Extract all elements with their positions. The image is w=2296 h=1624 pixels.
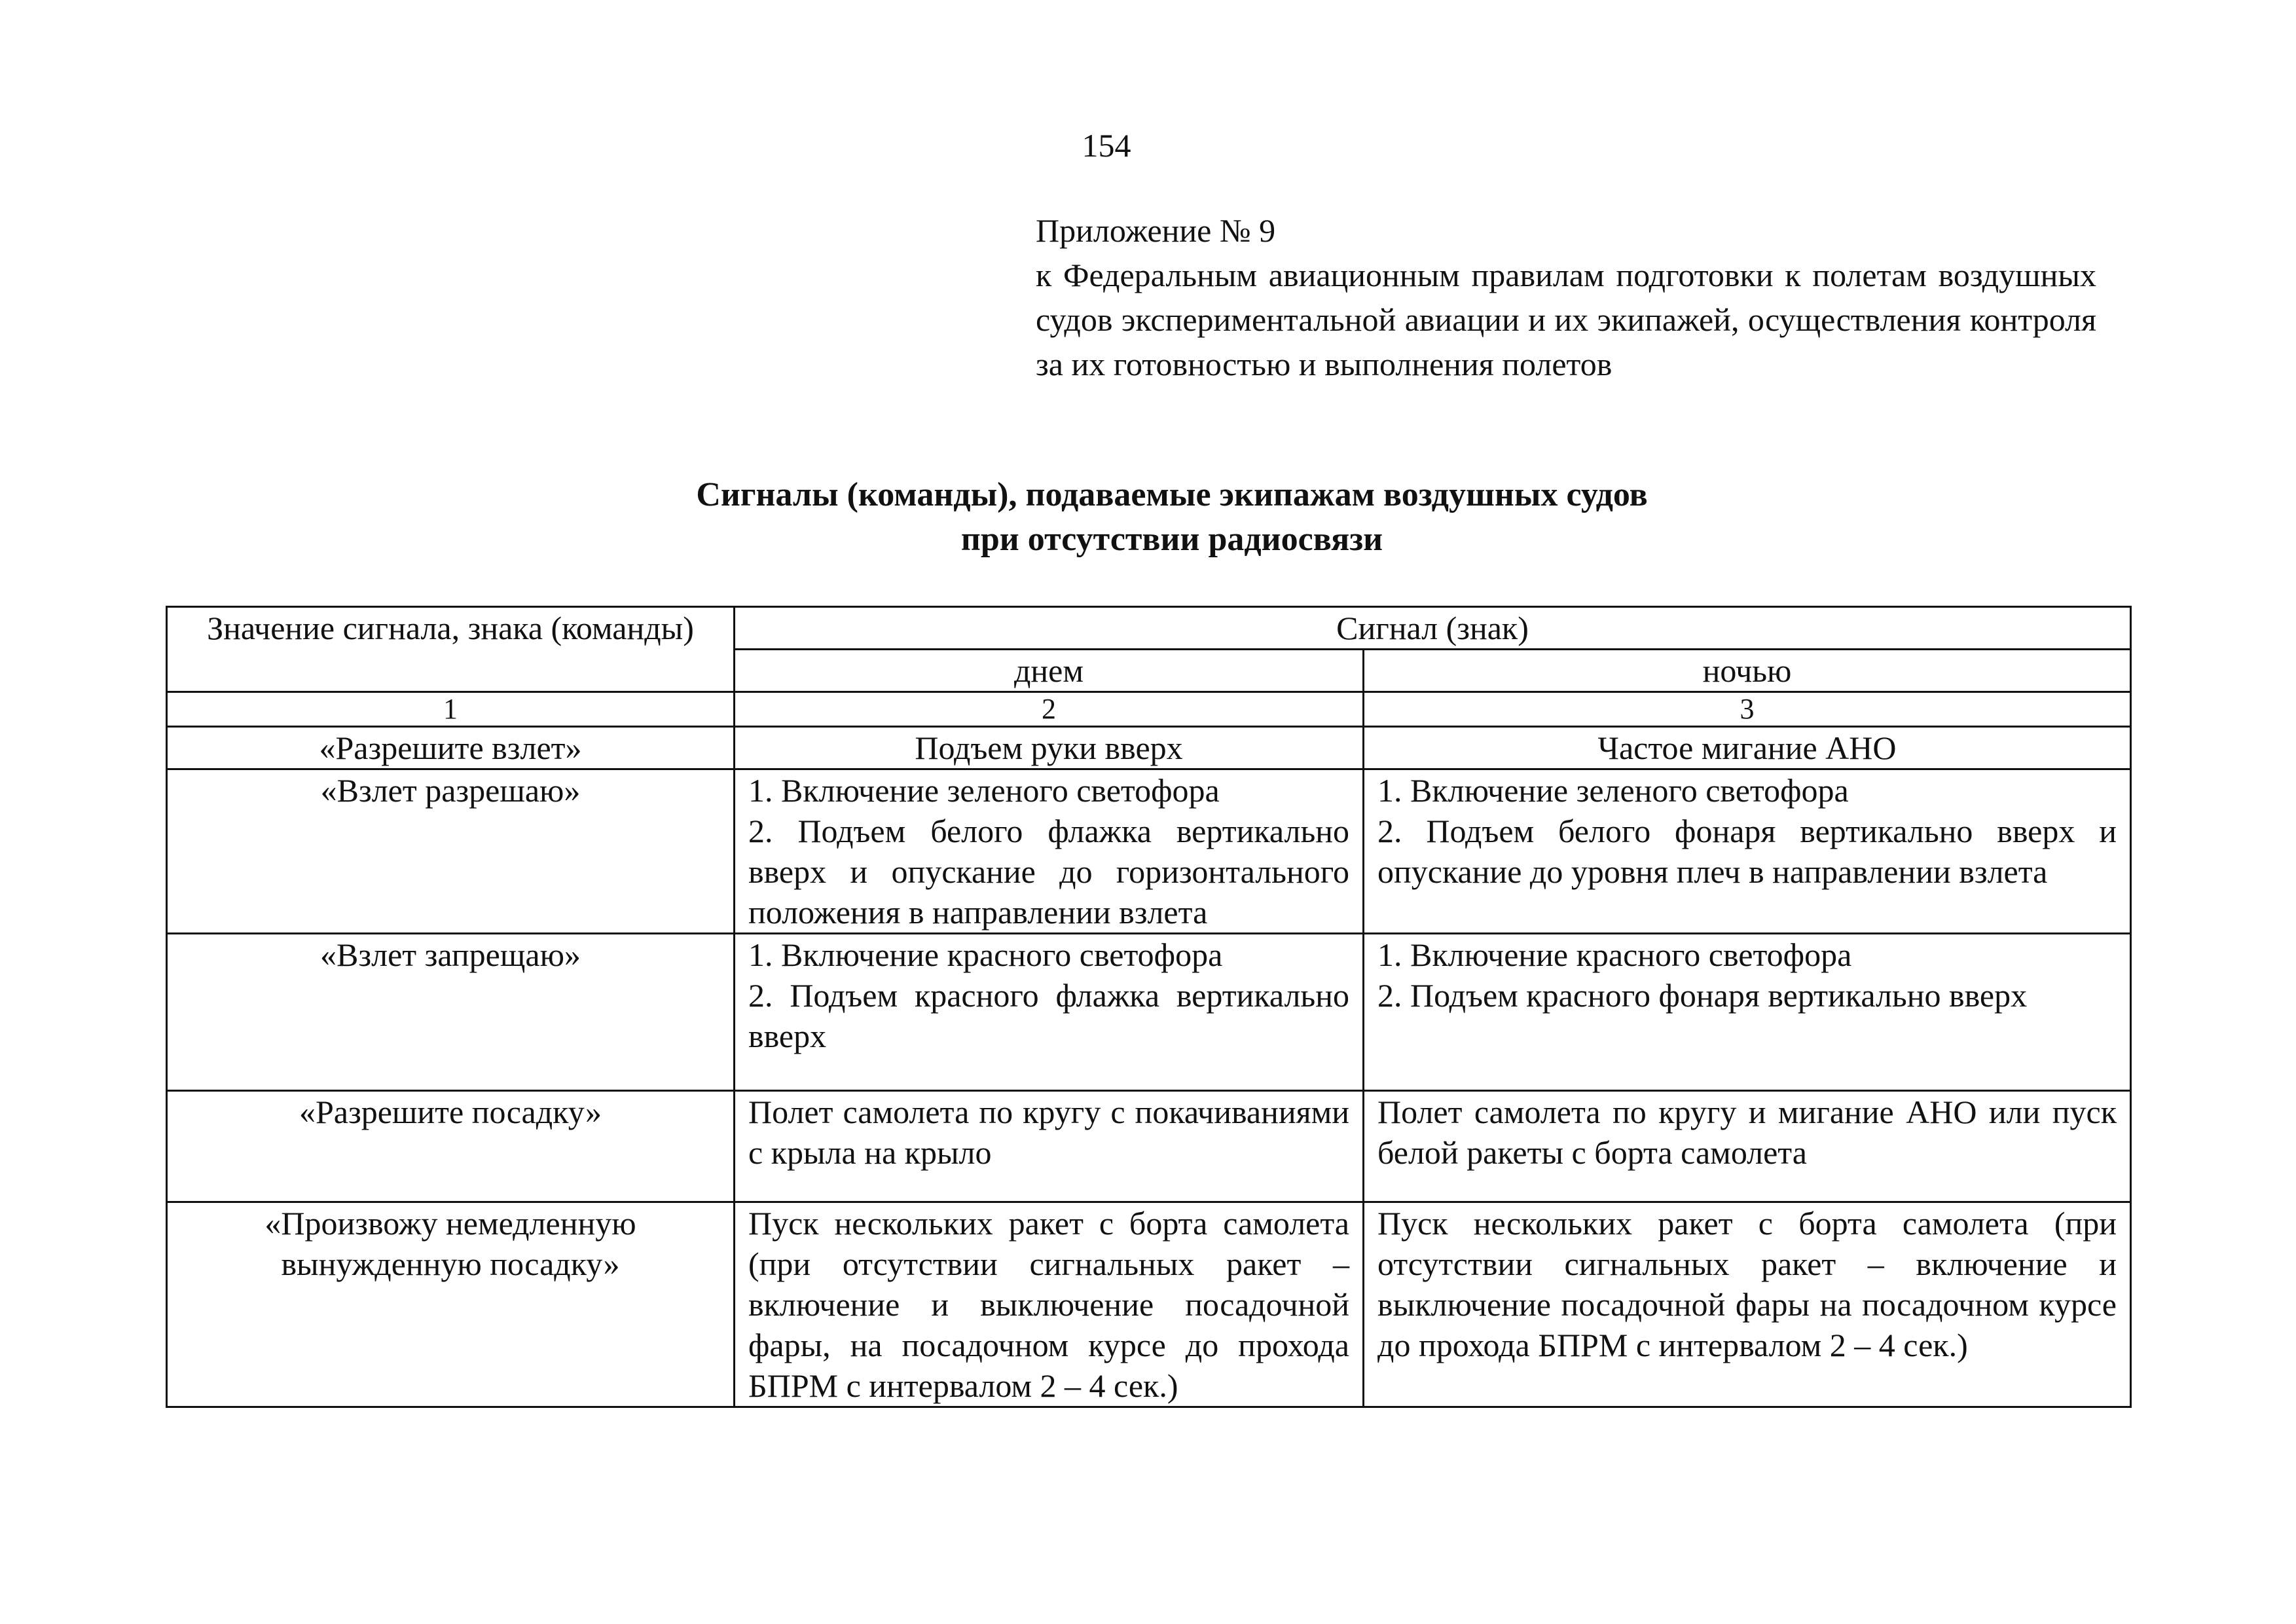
header-day: днем [735, 650, 1364, 692]
night-signal-line: Частое мигание АНО [1597, 729, 1897, 766]
header-meaning: Значение сигнала, знака (команды) [167, 607, 735, 692]
signal-meaning: «Разрешите посадку» [167, 1091, 735, 1202]
signal-meaning: «Произвожу немедленную вынужденную посадку» [167, 1202, 735, 1407]
night-signal [1364, 1091, 2131, 1202]
header-signal: Сигнал (знак) [735, 607, 2131, 650]
day-signal-line: 1. Включение красного светофора [748, 936, 1223, 973]
night-signal [1364, 769, 2131, 934]
day-signal-line: Пуск нескольких ракет с борта самолета (при отсутствии сигнальных ракет – включение и выключение посадочной фары, на посадочном курсе до прохода БПРМ с интервалом 2 – 4 сек.) [748, 1205, 1349, 1404]
night-signal [1364, 1202, 2131, 1407]
day-signal [735, 1202, 1364, 1407]
column-number-2: 2 [735, 692, 1364, 727]
table-row [167, 1091, 2131, 1202]
night-signal-line: 1. Включение красного светофора [1377, 936, 1852, 973]
day-signal-line: Полет самолета по кругу с покачиваниями с крыла на крыло [748, 1094, 1349, 1171]
table-row [167, 769, 2131, 934]
night-signal-line: 2. Подъем красного фонаря вертикально вверх [1377, 977, 2028, 1014]
document-title-line-1: Сигналы (команды), подаваемые экипажам воздушных судов [696, 476, 1648, 513]
document-title-line-2: при отсутствии радиосвязи [960, 521, 1383, 558]
table-row [167, 1202, 2131, 1407]
day-signal [735, 727, 1364, 769]
night-signal-line: Пуск нескольких ракет с борта самолета (при отсутствии сигнальных ракет – включение и выключение посадочной фары на посадочном курсе до прохода БПРМ с интервалом 2 – 4 сек.) [1377, 1205, 2117, 1363]
column-number-3: 3 [1364, 692, 2131, 727]
page-number: 154 [1082, 127, 1131, 164]
table-column-numbers-row [167, 692, 2131, 727]
signal-meaning: «Разрешите взлет» [167, 727, 735, 769]
table-row [167, 934, 2131, 1091]
night-signal [1364, 934, 2131, 1091]
signal-meaning: «Взлет запрещаю» [167, 934, 735, 1091]
day-signal-line: 2. Подъем белого флажка вертикально вверх и опускание до горизонтального положения в направлении взлета [748, 813, 1349, 931]
column-number-1: 1 [167, 692, 735, 727]
day-signal [735, 769, 1364, 934]
day-signal [735, 1091, 1364, 1202]
table-row [167, 727, 2131, 769]
night-signal-line: 1. Включение зеленого светофора [1377, 772, 1849, 809]
header-night: ночью [1364, 650, 2131, 692]
day-signal-line: Подъем руки вверх [915, 729, 1183, 766]
appendix-heading: Приложение № 9 [1036, 212, 1276, 249]
signals-table [166, 606, 2132, 1408]
day-signal-line: 2. Подъем красного флажка вертикально вверх [748, 977, 1349, 1054]
day-signal-line: 1. Включение зеленого светофора [748, 772, 1220, 809]
signal-meaning: «Взлет разрешаю» [167, 769, 735, 934]
document-title [196, 473, 2147, 562]
day-signal [735, 934, 1364, 1091]
appendix-body: к Федеральным авиационным правилам подготовки к полетам воздушных судов экспериментальной авиации и их экипажей, осуществления контроля за их готовностью и выполнения полетов [1036, 257, 2096, 382]
night-signal-line: Полет самолета по кругу и мигание АНО или пуск белой ракеты с борта самолета [1377, 1094, 2117, 1171]
night-signal-line: 2. Подъем белого фонаря вертикально вверх и опускание до уровня плеч в направлении взлета [1377, 813, 2117, 890]
table-header-row [167, 607, 2131, 650]
night-signal [1364, 727, 2131, 769]
appendix-block [1036, 208, 2096, 386]
